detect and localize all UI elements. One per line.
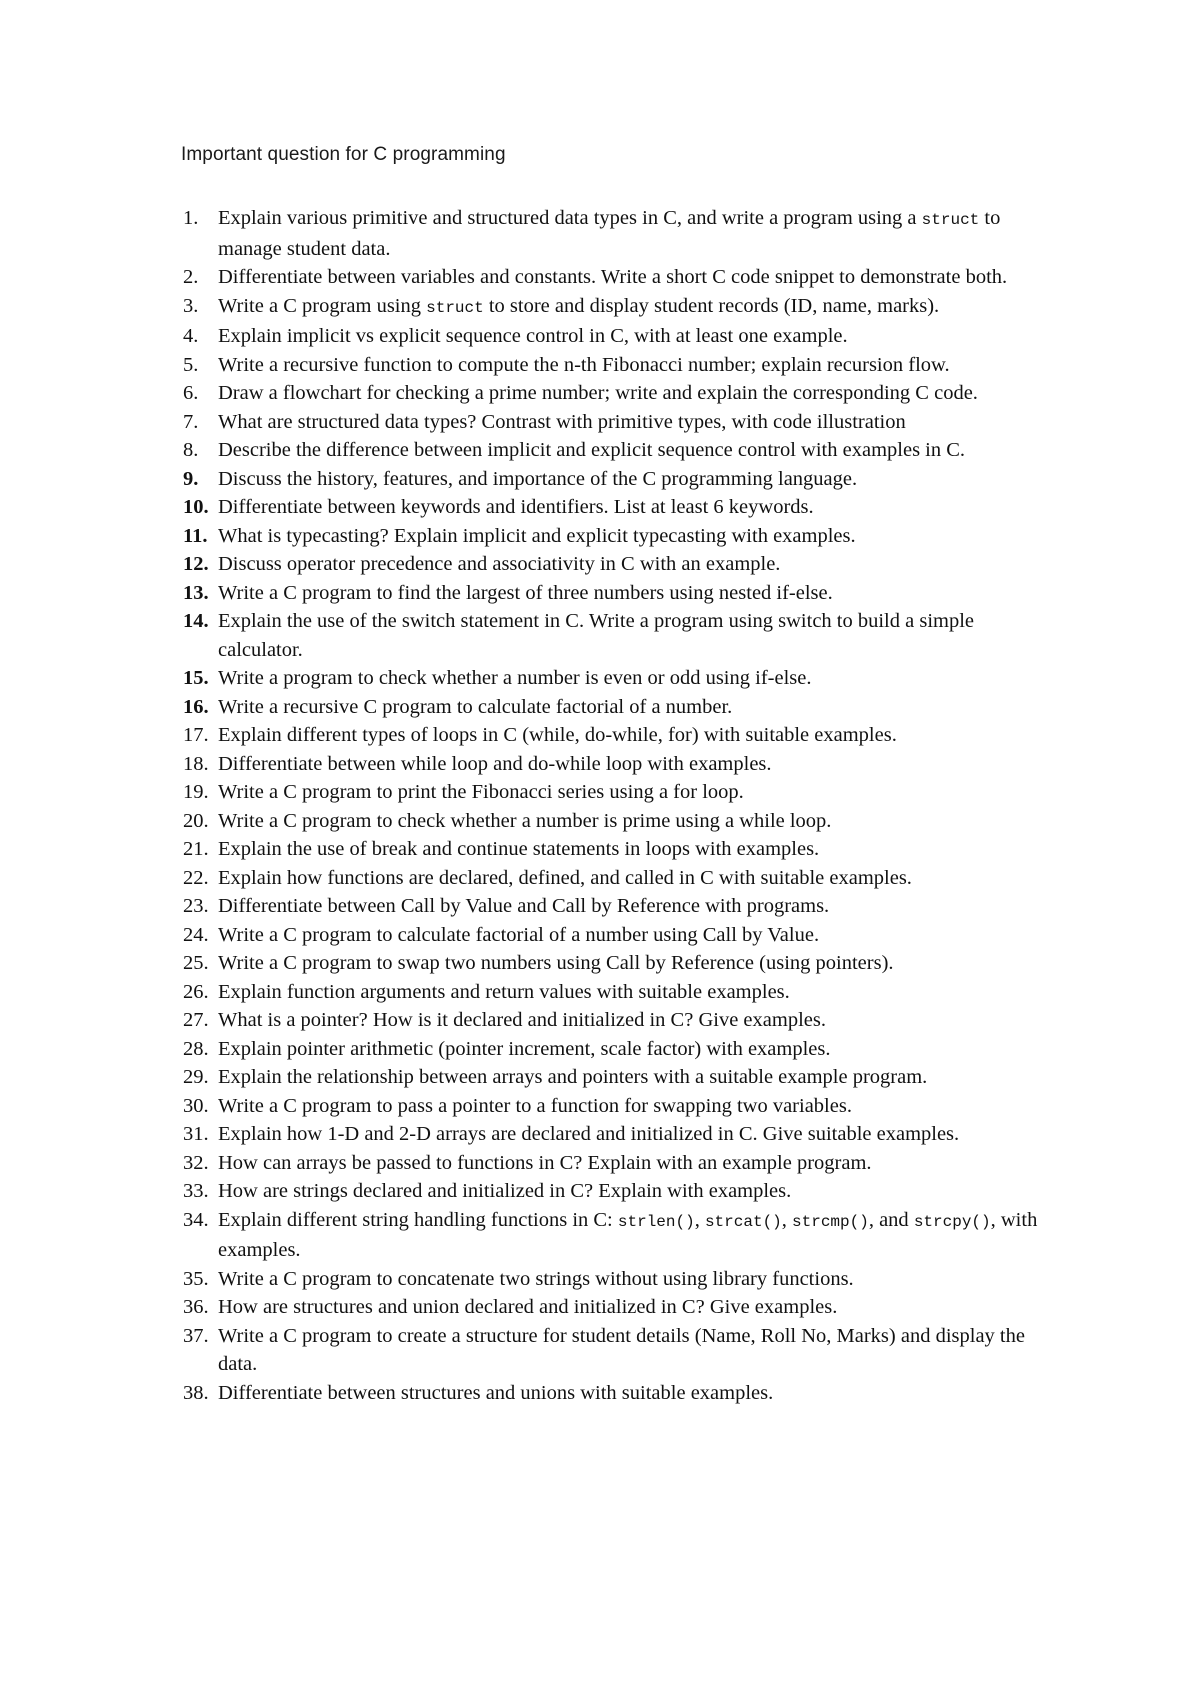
text-run: Write a C program to concatenate two strings without using library functions. bbox=[218, 1267, 854, 1290]
code-snippet: strcpy() bbox=[913, 1212, 991, 1231]
question-text bbox=[218, 1038, 831, 1060]
text-run: Explain the use of break and continue statements in loops with examples. bbox=[218, 838, 820, 860]
text-run: Differentiate between Call by Value and Call by Reference with programs. bbox=[218, 895, 830, 917]
text-run: Draw a flowchart for checking a prime number; write and explain the corresponding C code. bbox=[218, 382, 978, 404]
question-text bbox=[218, 525, 856, 547]
text-run: Write a C program to swap two numbers using Call by Reference (using pointers). bbox=[218, 952, 894, 974]
question-item bbox=[183, 778, 1063, 807]
question-item bbox=[183, 835, 1063, 864]
question-number: 5. bbox=[183, 353, 199, 376]
question-number: 18. bbox=[183, 752, 209, 775]
question-item bbox=[183, 408, 1063, 437]
question-text bbox=[218, 439, 965, 461]
question-number: 12. bbox=[183, 553, 209, 575]
question-text bbox=[218, 411, 906, 433]
text-run: , and bbox=[868, 1208, 914, 1231]
text-run: Explain pointer arithmetic (pointer increment, scale factor) with examples. bbox=[218, 1037, 831, 1060]
question-item bbox=[183, 693, 1063, 722]
question-number: 34. bbox=[183, 1208, 209, 1231]
text-run: Write a recursive function to compute the n-th Fibonacci number; explain recursion flow. bbox=[218, 353, 950, 376]
question-number: 11. bbox=[183, 524, 208, 547]
question-item bbox=[183, 892, 1063, 921]
question-number: 32. bbox=[183, 1151, 209, 1174]
question-text bbox=[218, 1066, 927, 1088]
question-item bbox=[183, 1206, 1063, 1265]
question-text bbox=[218, 895, 829, 917]
text-run: Describe the difference between implicit and explicit sequence control with examples in C. bbox=[218, 439, 966, 461]
question-text bbox=[218, 553, 780, 575]
text-run: Discuss the history, features, and importance of the C programming language. bbox=[218, 467, 858, 490]
text-run: Write a C program using bbox=[218, 294, 427, 317]
code-snippet: strcmp() bbox=[792, 1212, 869, 1231]
question-item bbox=[183, 1177, 1063, 1206]
question-number: 1. bbox=[183, 207, 199, 229]
question-text bbox=[218, 1095, 852, 1117]
question-text bbox=[218, 610, 974, 661]
question-text bbox=[218, 325, 848, 347]
text-run: , bbox=[694, 1208, 705, 1231]
question-text bbox=[218, 1152, 872, 1174]
question-text bbox=[218, 724, 897, 746]
question-text bbox=[218, 266, 1007, 288]
question-text bbox=[218, 354, 950, 376]
text-run: Differentiate between while loop and do-while loop with examples. bbox=[218, 752, 772, 775]
question-text bbox=[218, 295, 939, 317]
question-text bbox=[218, 496, 814, 518]
question-item bbox=[183, 1322, 1063, 1379]
text-run: What is typecasting? Explain implicit and explicit typecasting with examples. bbox=[218, 524, 856, 547]
question-text bbox=[218, 382, 978, 404]
text-run: Explain different string handling functions in C: bbox=[218, 1208, 618, 1231]
question-item bbox=[183, 351, 1063, 380]
text-run: Write a recursive C program to calculate factorial of a number. bbox=[218, 695, 733, 718]
question-number: 26. bbox=[183, 980, 209, 1003]
question-item bbox=[183, 949, 1063, 978]
text-run: Write a C program to pass a pointer to a function for swapping two variables. bbox=[218, 1094, 852, 1117]
question-item bbox=[183, 750, 1063, 779]
code-snippet: strlen() bbox=[617, 1212, 695, 1231]
question-item bbox=[183, 807, 1063, 836]
question-text bbox=[218, 1123, 959, 1145]
question-item bbox=[183, 1149, 1063, 1178]
question-number: 24. bbox=[183, 923, 209, 946]
question-number: 28. bbox=[183, 1037, 209, 1060]
question-item bbox=[183, 1063, 1063, 1092]
question-number: 6. bbox=[183, 382, 199, 404]
text-run: to store and display student records (ID, name, marks). bbox=[483, 294, 940, 317]
text-run: What are structured data types? Contrast with primitive types, with code illustration bbox=[218, 410, 906, 433]
question-number: 38. bbox=[183, 1381, 209, 1404]
question-item bbox=[183, 522, 1063, 551]
question-text bbox=[218, 781, 744, 803]
question-number: 35. bbox=[183, 1267, 209, 1290]
question-text bbox=[218, 867, 912, 889]
question-text bbox=[218, 1325, 1025, 1376]
question-text bbox=[218, 582, 833, 604]
question-item bbox=[183, 1120, 1063, 1149]
question-number: 9. bbox=[183, 467, 199, 490]
question-text bbox=[218, 952, 894, 974]
text-run: How can arrays be passed to functions in C? Explain with an example program. bbox=[218, 1151, 872, 1174]
question-text bbox=[218, 1296, 837, 1318]
question-text bbox=[218, 753, 772, 775]
code-snippet: struct bbox=[921, 211, 980, 229]
question-item bbox=[183, 1035, 1063, 1064]
text-run: Write a C program to calculate factorial of a number using Call by Value. bbox=[218, 923, 820, 946]
question-number: 29. bbox=[183, 1066, 209, 1088]
question-item bbox=[183, 579, 1063, 608]
question-text bbox=[218, 981, 790, 1003]
question-item bbox=[183, 1379, 1063, 1408]
question-number: 27. bbox=[183, 1009, 209, 1031]
question-number: 20. bbox=[183, 809, 209, 832]
text-run: to manage student data. bbox=[218, 207, 1001, 260]
question-item bbox=[183, 263, 1063, 292]
text-run: How are structures and union declared and initialized in C? Give examples. bbox=[218, 1296, 838, 1318]
question-number: 22. bbox=[183, 866, 209, 889]
question-item bbox=[183, 322, 1063, 351]
document-title: Important question for C programming bbox=[181, 144, 506, 165]
question-number: 21. bbox=[183, 838, 209, 860]
question-text bbox=[218, 810, 831, 832]
question-list bbox=[183, 204, 1063, 1407]
question-item bbox=[183, 204, 1063, 263]
question-item bbox=[183, 465, 1063, 494]
text-run: Write a program to check whether a number is even or odd using if-else. bbox=[218, 667, 812, 689]
question-text bbox=[218, 1180, 791, 1202]
question-text bbox=[218, 696, 732, 718]
question-item bbox=[183, 1006, 1063, 1035]
text-run: Write a C program to create a structure for student details (Name, Roll No, Marks) and display the data. bbox=[218, 1324, 1025, 1375]
question-number: 37. bbox=[183, 1324, 209, 1347]
text-run: Explain implicit vs explicit sequence control in C, with at least one example. bbox=[218, 325, 848, 347]
question-number: 10. bbox=[183, 496, 209, 518]
text-run: How are strings declared and initialized in C? Explain with examples. bbox=[218, 1180, 792, 1202]
question-number: 25. bbox=[183, 952, 209, 974]
text-run: Write a C program to check whether a number is prime using a while loop. bbox=[218, 809, 832, 832]
question-item bbox=[183, 1265, 1063, 1294]
text-run: What is a pointer? How is it declared and initialized in C? Give examples. bbox=[218, 1009, 826, 1031]
question-item bbox=[183, 292, 1063, 323]
question-text bbox=[218, 1268, 854, 1290]
text-run: Write a C program to find the largest of three numbers using nested if-else. bbox=[218, 581, 833, 604]
text-run: Explain different types of loops in C (while, do-while, for) with suitable examples. bbox=[218, 724, 897, 746]
question-number: 7. bbox=[183, 410, 199, 433]
question-text bbox=[218, 1382, 773, 1404]
question-item bbox=[183, 864, 1063, 893]
text-run: Explain the relationship between arrays and pointers with a suitable example program. bbox=[218, 1066, 928, 1088]
question-number: 2. bbox=[183, 266, 199, 288]
question-number: 30. bbox=[183, 1094, 209, 1117]
text-run: Explain function arguments and return values with suitable examples. bbox=[218, 980, 790, 1003]
text-run: , with examples. bbox=[218, 1208, 1038, 1261]
question-text bbox=[218, 1009, 826, 1031]
question-item bbox=[183, 978, 1063, 1007]
question-text bbox=[218, 468, 857, 490]
question-item bbox=[183, 1293, 1063, 1322]
question-number: 8. bbox=[183, 439, 199, 461]
text-run: , bbox=[781, 1208, 793, 1231]
question-number: 31. bbox=[183, 1123, 209, 1145]
question-number: 17. bbox=[183, 724, 209, 746]
question-item bbox=[183, 1092, 1063, 1121]
code-snippet: strcat() bbox=[704, 1212, 782, 1231]
question-item bbox=[183, 550, 1063, 579]
question-number: 3. bbox=[183, 294, 199, 317]
question-number: 23. bbox=[183, 895, 209, 917]
question-number: 16. bbox=[183, 695, 209, 718]
question-number: 36. bbox=[183, 1296, 209, 1318]
question-item bbox=[183, 921, 1063, 950]
text-run: Differentiate between keywords and identifiers. List at least 6 keywords. bbox=[218, 496, 814, 518]
question-number: 19. bbox=[183, 781, 209, 803]
question-number: 4. bbox=[183, 325, 199, 347]
text-run: Explain various primitive and structured data types in C, and write a program using a bbox=[218, 207, 922, 229]
question-number: 33. bbox=[183, 1180, 209, 1202]
question-text bbox=[218, 924, 819, 946]
question-text bbox=[218, 838, 819, 860]
text-run: Differentiate between structures and unions with suitable examples. bbox=[218, 1381, 774, 1404]
question-number: 14. bbox=[183, 610, 209, 632]
question-item bbox=[183, 664, 1063, 693]
text-run: Discuss operator precedence and associativity in C with an example. bbox=[218, 553, 781, 575]
text-run: Explain how 1-D and 2-D arrays are declared and initialized in C. Give suitable examples. bbox=[218, 1123, 960, 1145]
question-number: 15. bbox=[183, 667, 209, 689]
text-run: Differentiate between variables and constants. Write a short C code snippet to demonstrate both. bbox=[218, 266, 1008, 288]
question-text bbox=[218, 207, 1000, 260]
question-number: 13. bbox=[183, 581, 209, 604]
question-text bbox=[218, 667, 811, 689]
question-item bbox=[183, 607, 1063, 664]
code-snippet: struct bbox=[426, 298, 484, 317]
question-text bbox=[218, 1209, 1037, 1262]
text-run: Write a C program to print the Fibonacci series using a for loop. bbox=[218, 781, 744, 803]
question-item bbox=[183, 721, 1063, 750]
question-item bbox=[183, 493, 1063, 522]
text-run: Explain the use of the switch statement in C. Write a program using switch to build a simple calculator. bbox=[218, 610, 975, 661]
question-item bbox=[183, 379, 1063, 408]
question-item bbox=[183, 436, 1063, 465]
text-run: Explain how functions are declared, defined, and called in C with suitable examples. bbox=[218, 866, 912, 889]
